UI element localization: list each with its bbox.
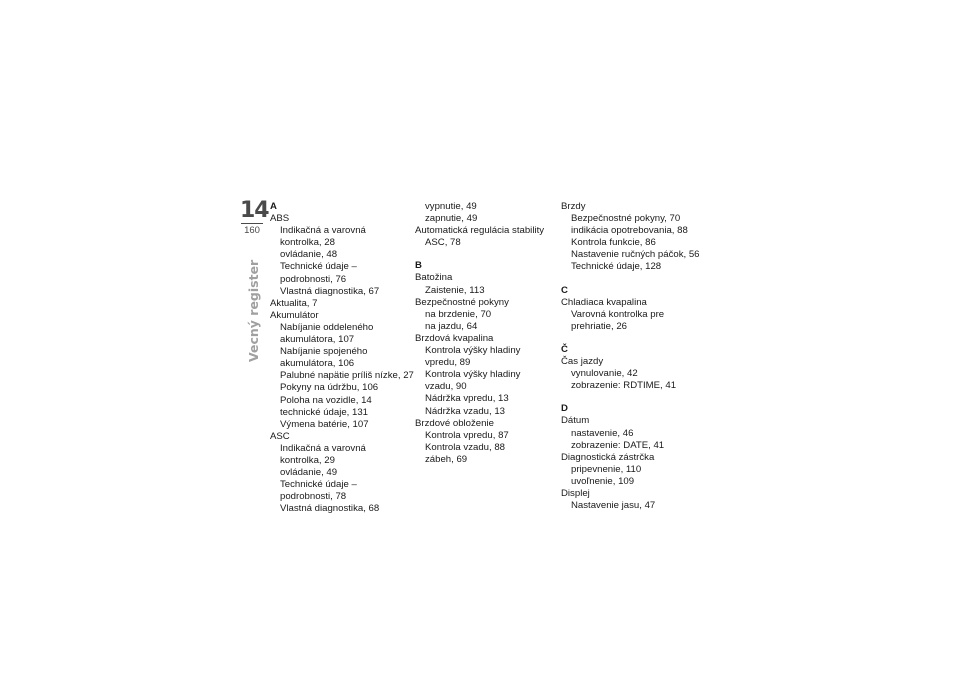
index-term: Batožina xyxy=(415,272,453,284)
section-spacer xyxy=(561,333,700,344)
chapter-title: Vecný register xyxy=(246,259,261,362)
index-subentry: podrobnosti, 76 xyxy=(280,273,347,285)
index-subentry: Nádržka vpredu, 13 xyxy=(425,393,509,405)
index-subentry: nastavenie, 46 xyxy=(571,427,634,439)
index-subentry: zábeh, 69 xyxy=(425,453,468,465)
index-subentry: akumulátora, 107 xyxy=(280,334,355,346)
index-subentry: ASC, 78 xyxy=(425,237,461,249)
index-subentry: pripevnenie, 110 xyxy=(571,463,642,475)
index-term: Chladiaca kvapalina xyxy=(561,296,647,308)
index-subentry: vypnutie, 49 xyxy=(425,201,477,212)
index-term: Bezpečnostné pokyny xyxy=(415,296,509,308)
index-subentry: zobrazenie: RDTIME, 41 xyxy=(571,380,677,392)
index-subentry: Kontrola výšky hladiny xyxy=(425,345,521,357)
index-subentry: ovládanie, 48 xyxy=(280,249,338,261)
index-subentry: Indikačná a varovná xyxy=(280,225,366,237)
index-section-letter: D xyxy=(561,403,568,415)
index-term: ABS xyxy=(270,213,290,225)
index-subentry: na jazdu, 64 xyxy=(425,320,478,332)
index-subentry: indikácia opotrebovania, 88 xyxy=(571,225,688,237)
index-term: Brzdová kvapalina xyxy=(415,332,494,344)
index-subentry: na brzdenie, 70 xyxy=(425,308,492,320)
index-section-letter: A xyxy=(270,201,277,212)
index-subentry: akumulátora, 106 xyxy=(280,358,355,370)
index-subentry: vpredu, 89 xyxy=(425,357,471,369)
index-subentry: technické údaje, 131 xyxy=(280,406,369,418)
chapter-tab xyxy=(240,198,269,237)
index-subentry: Nádržka vzadu, 13 xyxy=(425,405,505,417)
index-term: Displej xyxy=(561,487,590,499)
section-spacer xyxy=(561,274,700,285)
section-spacer xyxy=(415,249,544,260)
index-term: ASC xyxy=(270,430,290,442)
index-subentry: Výmena batérie, 107 xyxy=(280,418,369,430)
page-number: 160 xyxy=(244,225,260,236)
index-subentry: Nastavenie jasu, 47 xyxy=(571,500,656,512)
chapter-number: 14 xyxy=(240,198,269,223)
index-term: Automatická regulácia stability xyxy=(415,225,545,237)
index-subentry: Indikačná a varovná xyxy=(280,442,366,454)
index-section-letter: B xyxy=(415,260,422,272)
chapter-divider xyxy=(241,223,263,224)
index-column-2 xyxy=(415,201,544,466)
index-column-1 xyxy=(270,201,414,515)
index-subentry: Technické údaje, 128 xyxy=(571,261,662,273)
index-term: Aktualita, 7 xyxy=(270,297,318,309)
index-subentry: podrobnosti, 78 xyxy=(280,491,347,503)
index-subentry: Technické údaje – xyxy=(280,479,357,491)
index-section-letter: Č xyxy=(561,343,568,355)
index-subentry: Zaistenie, 113 xyxy=(425,284,485,296)
index-subentry: Kontrola vzadu, 88 xyxy=(425,441,506,453)
index-subentry: zapnutie, 49 xyxy=(425,213,478,225)
index-subentry: Nastavenie ručných páčok, 56 xyxy=(571,249,700,261)
index-term: Brzdy xyxy=(561,201,586,212)
index-subentry: Vlastná diagnostika, 68 xyxy=(280,503,380,515)
index-subentry: Kontrola výšky hladiny xyxy=(425,369,521,381)
index-subentry: Kontrola funkcie, 86 xyxy=(571,237,656,249)
index-subentry: Palubné napätie príliš nízke, 27 xyxy=(280,370,414,382)
index-subentry: Nabíjanie spojeného xyxy=(280,346,368,358)
index-term: Čas jazdy xyxy=(561,356,604,368)
index-subentry: Nabíjanie oddeleného xyxy=(280,321,374,333)
index-term: Akumulátor xyxy=(270,309,319,321)
index-term: Brzdové obloženie xyxy=(415,417,494,429)
index-subentry: Vlastná diagnostika, 67 xyxy=(280,285,380,297)
index-term: Diagnostická zástrčka xyxy=(561,451,655,463)
section-spacer xyxy=(561,392,700,403)
index-subentry: Poloha na vozidle, 14 xyxy=(280,394,372,406)
index-subentry: vynulovanie, 42 xyxy=(571,368,638,380)
index-subentry: zobrazenie: DATE, 41 xyxy=(571,439,665,451)
index-subentry: prehriatie, 26 xyxy=(571,320,627,332)
index-subentry: Technické údaje – xyxy=(280,261,357,273)
index-subentry: Varovná kontrolka pre xyxy=(571,308,665,320)
index-section-letter: C xyxy=(561,284,568,296)
index-subentry: Kontrola vpredu, 87 xyxy=(425,429,509,441)
index-subentry: uvoľnenie, 109 xyxy=(571,475,635,487)
index-subentry: kontrolka, 29 xyxy=(280,454,335,466)
index-subentry: kontrolka, 28 xyxy=(280,237,335,249)
index-subentry: Bezpečnostné pokyny, 70 xyxy=(571,213,681,225)
index-term: Dátum xyxy=(561,415,590,427)
index-subentry: vzadu, 90 xyxy=(425,381,467,393)
index-subentry: Pokyny na údržbu, 106 xyxy=(280,382,379,394)
index-column-3 xyxy=(561,201,700,512)
index-subentry: ovládanie, 49 xyxy=(280,467,338,479)
